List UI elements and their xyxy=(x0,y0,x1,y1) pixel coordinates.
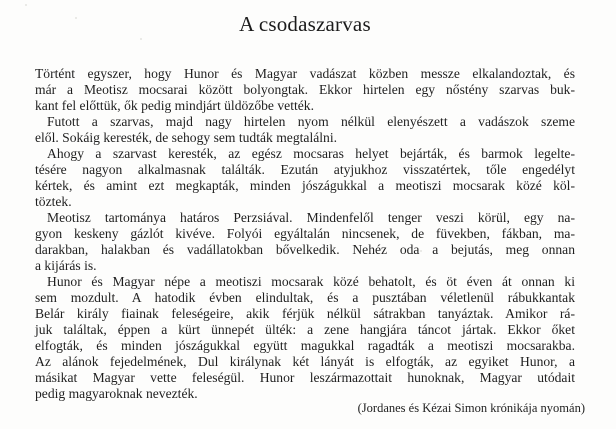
document-title: A csodaszarvas xyxy=(239,12,371,36)
text-line: Meotisz tartománya határos Perzsiával. Mindenfelől tenger veszi körül, egy na- xyxy=(47,210,575,225)
text-line: gyon keskeny gázlót kivéve. Folyói egyáltalán nincsenek, de füvekben, fákban, ma- xyxy=(35,226,575,241)
attribution: (Jordanes és Kézai Simon krónikája nyomán) xyxy=(357,401,585,415)
text-line: tésére nagyon alkalmasnak találták. Ezután atyjukhoz visszatértek, tőle engedélyt xyxy=(35,162,575,177)
text-line: darakban, halakban és vadállatokban bővelkedik. Nehéz oda a bejutás, meg onnan xyxy=(35,242,575,257)
text-line: elfogták, és minden jószágukkal együtt magukkal ragadták a meotiszi mocsarakba. xyxy=(35,338,575,353)
text-line: Hunor és Magyar népe a meotiszi mocsarak közé behatolt, és öt éven át onnan ki xyxy=(47,274,575,289)
text-line: másikat Magyar vette feleségül. Hunor leszármazottait hunoknak, Magyar utódait xyxy=(35,370,575,385)
text-line: elől. Sokáig keresték, de sehogy sem tudták megtalálni. xyxy=(35,130,338,145)
text-line: a kijárás is. xyxy=(35,258,97,273)
text-line: Belár király fiainak feleségeire, akik férjük nélkül sátrakban tanyáztak. Amikor rá- xyxy=(35,306,575,321)
body-text xyxy=(35,66,575,402)
text-line: kértek, és amint ezt megkapták, minden jószágukkal a meotiszi mocsarak közé köl- xyxy=(35,178,575,193)
text-line: már a Meotisz mocsarai között bolyongtak. Ekkor hirtelen egy nőstény szarvas buk- xyxy=(35,82,575,97)
text-line: kant fel előttük, ők pedig mindjárt üldözőbe vették. xyxy=(35,98,314,113)
text-line: töztek. xyxy=(35,194,72,209)
text-line: Futott a szarvas, majd nagy hirtelen nyom nélkül elenyészett a vadászok szeme xyxy=(47,114,575,129)
text-line: Az alánok fejedelmének, Dul királynak két lányát is elfogták, az egyiket Hunor, a xyxy=(35,354,575,369)
text-line: Ahogy a szarvast keresték, az egész mocsaras helyet bejárták, és barmok legelte- xyxy=(47,146,575,161)
text-line: pedig magyaroknak nevezték. xyxy=(35,386,198,401)
paper-speck xyxy=(140,38,142,40)
paper-speck xyxy=(25,4,27,6)
text-line: juk találtak, éppen a kürt ünnepét ülték: a zene hangjára táncot jártak. Ekkor őket xyxy=(35,322,575,337)
text-line: Történt egyszer, hogy Hunor és Magyar vadászat közben messze elkalandoztak, és xyxy=(35,66,575,81)
text-line: sem mozdult. A hatodik évben elindultak, és a pusztában véletlenül rábukkantak xyxy=(35,290,575,305)
